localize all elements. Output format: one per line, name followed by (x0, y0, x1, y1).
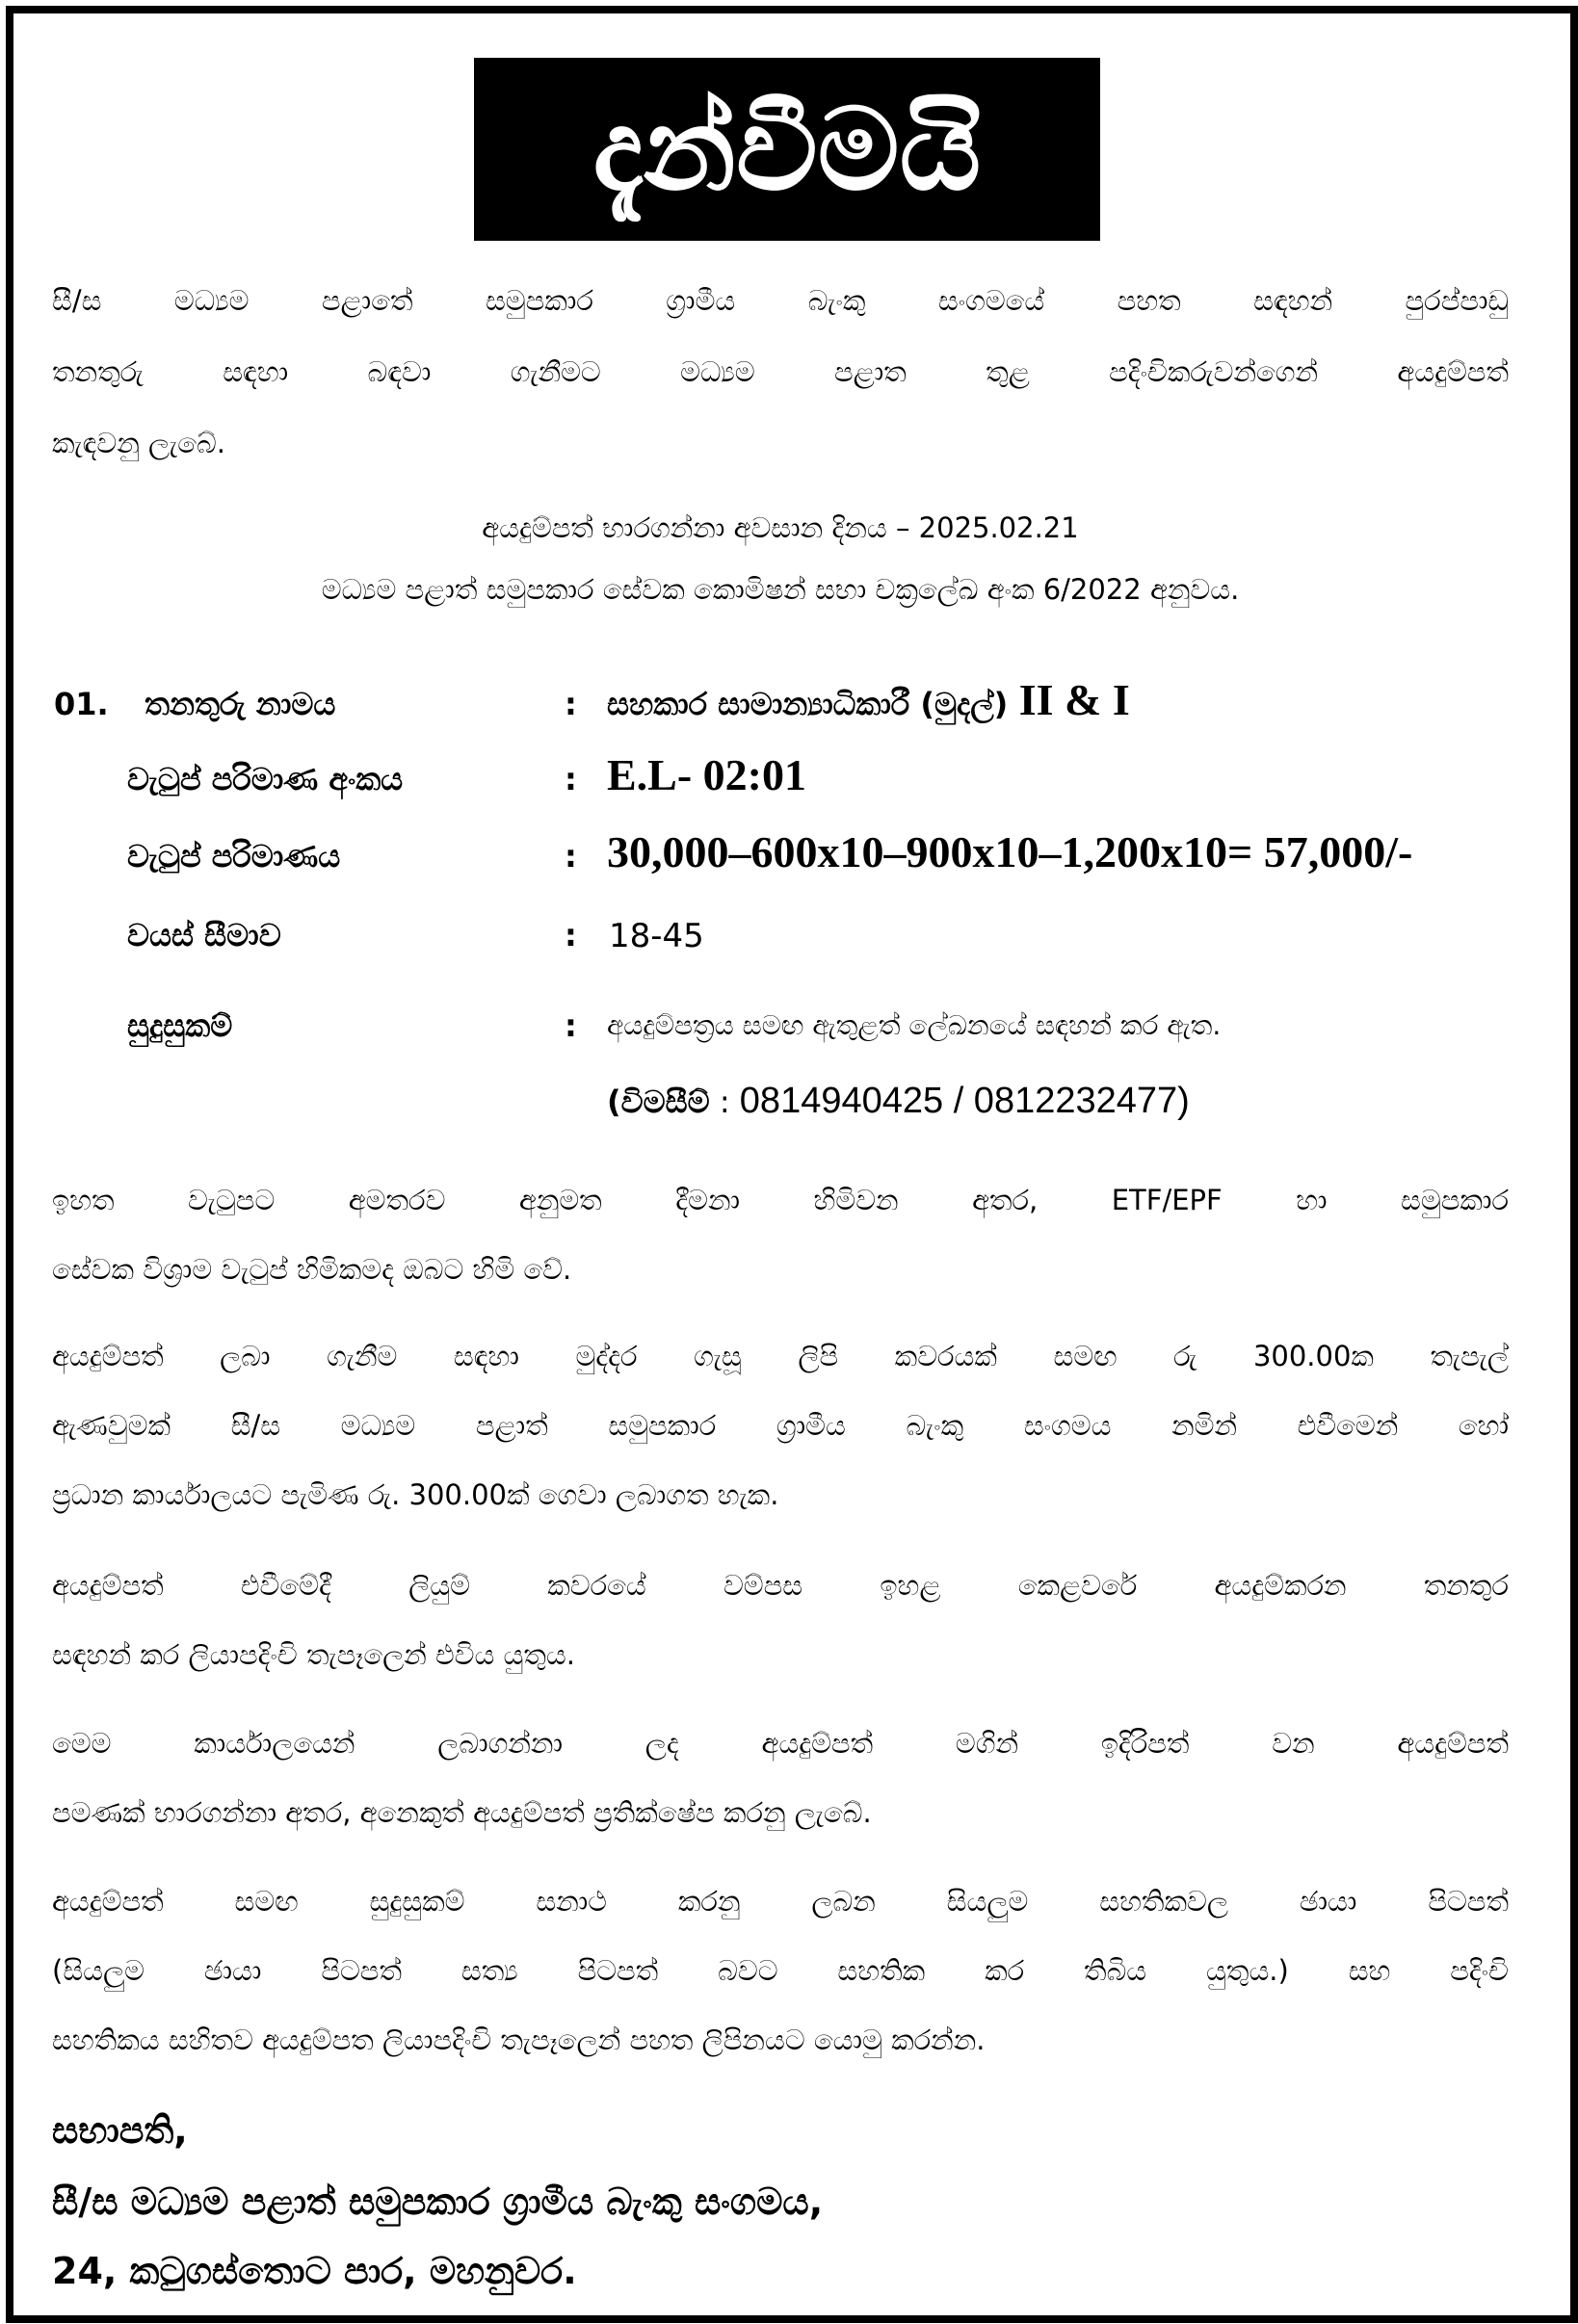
inquiry-separator: : (709, 1084, 740, 1120)
signature-address: 24, කටුගස්තොට පාර, මහනුවර. (52, 2250, 577, 2292)
circular-reference: මධ්‍යම පළාත් සමුපකාර සේවක කොමිෂන් සභා චක්‍රලේඛ අංක 6/2022 අනුවය. (321, 573, 1240, 606)
intro-line-3: කැඳවනු ලැබේ. (52, 427, 225, 459)
paragraph-documents-line-1: අයදුම්පත් සමඟ සුදුසුකම් සනාථ කරනු ලබන සියලුම සහතිකවල ඡායා පිටපත් (52, 1885, 1509, 1918)
paragraph-obtaining-line-3: ප්‍රධාන කාර්යාලයට පැමිණ රු. 300.00ක් ගෙවා ලබාගත හැක. (52, 1478, 779, 1511)
paragraph-obtaining-line-1: අයදුම්පත් ලබා ගැනීම සඳහා මුද්දර ගැසූ ලිපි කවරයක් සමඟ රු 300.00ක තැපැල් (52, 1340, 1509, 1372)
post-title-value (607, 674, 1130, 725)
signature-organization: සී/ස මධ්‍යම පළාත් සමුපකාර ග්‍රාමීය බැංකු සංගමය, (52, 2180, 824, 2223)
salary-code-label: වැටුප් පරිමාණ අංකය (127, 761, 404, 797)
post-title-colon: : (565, 686, 577, 722)
age-limit-colon: : (565, 917, 577, 953)
paragraph-allowances-line-2: සේවක විශ්‍රාම වැටුප් හිමිකමද ඔබට හිමි වේ. (52, 1253, 572, 1286)
paragraph-envelope-line-1: අයදුම්පත් එවීමේදී ලියුම් කවරයේ වම්පස ඉහළ කෙළවරේ අයදුම්කරන තනතුර (52, 1569, 1509, 1602)
intro-line-2: තනතුරු සඳහා බඳවා ගැනීමට මධ්‍යම පළාත තුළ පදිංචිකරුවන්ගෙන් අයදුම්පත් (52, 355, 1509, 388)
qualifications-value: අයදුම්පත්‍රය සමඟ ඇතුළත් ලේඛනයේ සඳහන් කර ඇත. (607, 1009, 1222, 1041)
paragraph-accepted-line-1: මෙම කාර්යාලයෙන් ලබාගන්නා ලද අයදුම්පත් මගින් ඉදිරිපත් වන අයදුම්පත් (52, 1727, 1509, 1760)
notice-title: දැන්වීමයි (474, 58, 1100, 241)
salary-code-value: E.L- 02:01 (607, 750, 806, 799)
paragraph-obtaining-line-2: ඇණවුමක් සී/ස මධ්‍යම පළාත් සමුපකාර ග්‍රාමීය බැංකු සංගමය නමින් එවීමෙන් හෝ (52, 1409, 1509, 1442)
closing-date: අයදුම්පත් භාරගන්නා අවසාන දිනය – 2025.02.21 (482, 511, 1079, 544)
inquiry-contact (607, 1081, 1190, 1122)
intro-line-1: සී/ස මධ්‍යම පළාතේ සමුපකාර ග්‍රාමීය බැංකු සංගමයේ පහත සඳහන් පුරප්පාඩු (52, 284, 1509, 317)
salary-code-colon: : (565, 761, 577, 797)
age-limit-value: 18-45 (609, 917, 704, 955)
qualifications-label: සුදුසුකම් (127, 1007, 233, 1044)
post-number: 01. (54, 686, 109, 722)
salary-scale-colon: : (565, 838, 577, 875)
age-limit-label: වයස් සීමාව (127, 917, 281, 953)
paragraph-accepted-line-2: පමණක් භාරගන්නා අතර, අනෙකුත් අයදුම්පත් ප්‍රතික්ෂේප කරනු ලැබේ. (52, 1796, 872, 1829)
salary-scale-label: වැටුප් පරිමාණය (127, 838, 341, 875)
signature-title: සභාපති, (52, 2109, 188, 2152)
inquiry-label: (විමසීම් (607, 1084, 710, 1120)
paragraph-allowances-line-1: ඉහත වැටුපට අමතරව අනුමත දීමනා හිමිවන අතර, ETF/EPF හා සමුපකාර (52, 1184, 1509, 1216)
paragraph-documents-line-2: (සියලුම ඡායා පිටපත් සත්‍ය පිටපත් බවට සහතික කර තිබිය යුතුය.) සහ පදිංචි (52, 1954, 1509, 1987)
paragraph-documents-line-3: සහතිකය සහිතව අයදුම්පත ලියාපදිංචි තැපෑලෙන් පහත ලිපිනයට යොමු කරන්න. (52, 2024, 986, 2056)
post-title-label: තනතුරු නාමය (145, 686, 336, 722)
post-title-value-en: II & I (1008, 675, 1130, 724)
paragraph-envelope-line-2: සඳහන් කර ලියාපදිංචි තැපෑලෙන් එවිය යුතුය. (52, 1638, 576, 1671)
post-title-value-si: සහකාර සාමාන්‍යාධිකාරී (මුදල්) (607, 686, 1009, 722)
inquiry-phone-numbers: 0814940425 / 0812232477) (739, 1081, 1190, 1121)
qualifications-colon: : (565, 1007, 577, 1044)
salary-scale-value: 30,000–600x10–900x10–1,200x10= 57,000/- (607, 827, 1413, 876)
